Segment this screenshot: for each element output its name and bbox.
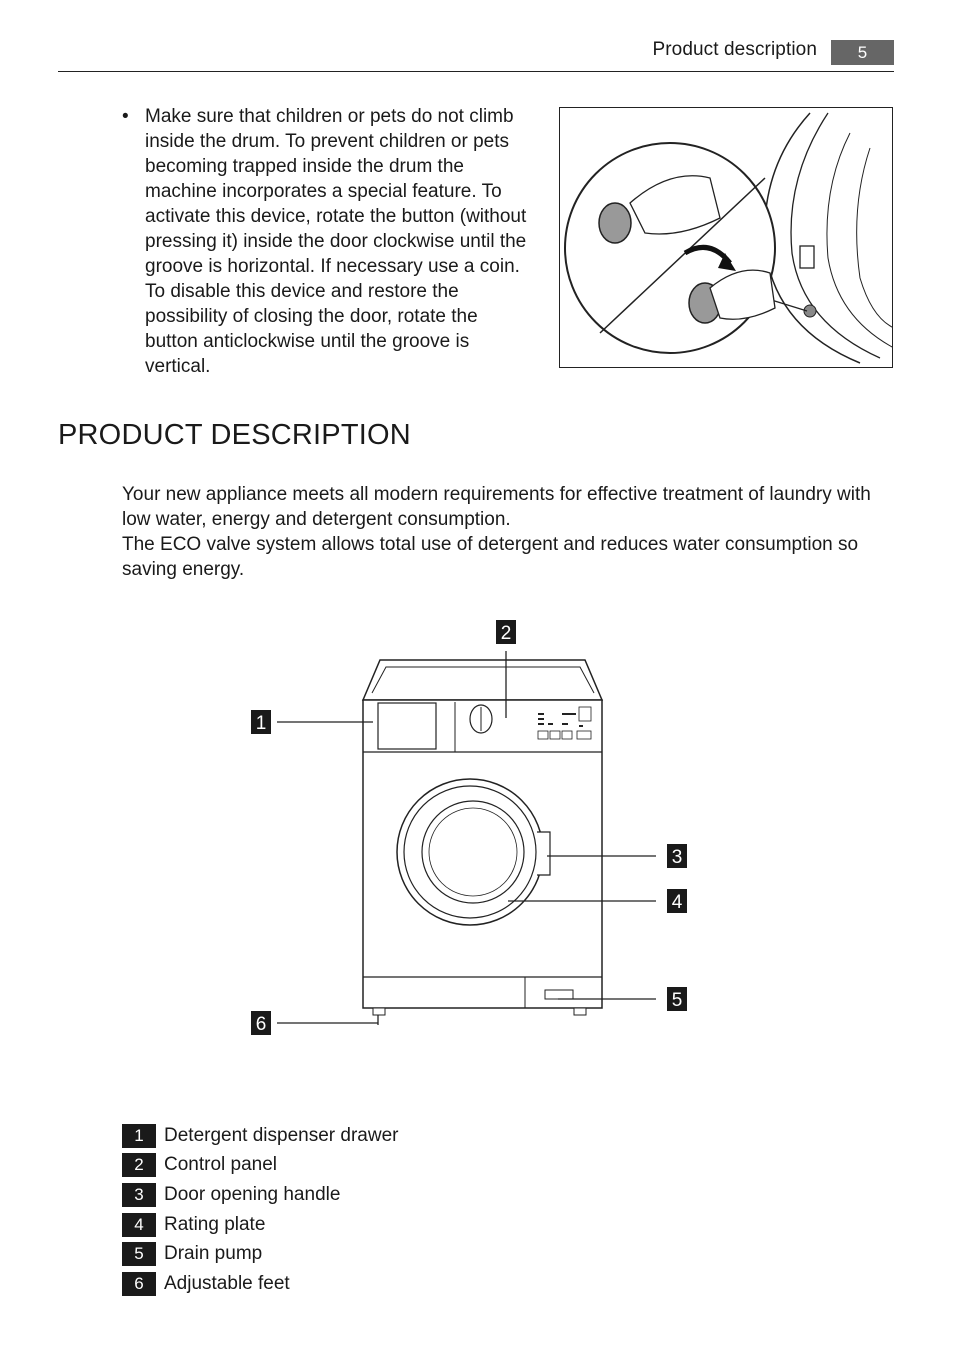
legend-item [122,1210,398,1240]
callout-3 [667,844,687,868]
legend-label: Control panel [164,1154,278,1176]
running-header: Product description [652,39,817,60]
legend-number: 1 [122,1124,156,1148]
callout-2 [496,620,516,644]
intro-paragraph: The ECO valve system allows total use of detergent and reduces water consumption so saving energy. [122,534,859,580]
callout-3-label: 3 [671,847,683,868]
legend-label: Drain pump [164,1243,263,1265]
callout-4 [667,889,687,913]
legend-item [122,1239,398,1269]
safety-text: Make sure that children or pets do not climb inside the drum. To prevent children or pets becoming trapped inside the drum the machine incorporates a special feature. To activate this device, rotate the button (without pressing it) inside the door clockwise until the groove is horizontal. If necessary use a coin. To disable this device and restore the possibility of closing the door, rotate the button anticlockwise until the groove is vertical. [145,106,527,377]
bullet-dot: • [122,106,129,127]
legend-label: Detergent dispenser drawer [164,1124,399,1146]
legend-label: Adjustable feet [164,1272,290,1294]
callout-2-label: 2 [500,623,512,644]
legend-number: 6 [122,1272,156,1296]
callout-6-label: 6 [255,1014,267,1035]
legend-label: Door opening handle [164,1183,341,1205]
legend-number: 3 [122,1183,156,1207]
callout-1 [251,710,271,734]
intro-paragraph: Your new appliance meets all modern requirements for effective treatment of laundry with low water, energy and detergent consumption. [122,484,871,530]
callout-5-label: 5 [671,990,683,1011]
parts-legend [122,1121,398,1299]
safety-bullet [122,104,532,379]
legend-number: 5 [122,1242,156,1266]
page-number-badge: 5 [831,40,894,65]
callout-5 [667,987,687,1011]
legend-label: Rating plate [164,1213,266,1235]
legend-item [122,1121,398,1151]
header-rule [58,71,894,72]
legend-number: 2 [122,1153,156,1177]
intro-text [122,482,894,582]
legend-item [122,1151,398,1181]
callout-4-label: 4 [671,892,683,913]
callout-6 [251,1011,271,1035]
legend-item [122,1180,398,1210]
section-title: PRODUCT DESCRIPTION [58,419,411,451]
child-lock-illustration [559,107,893,368]
legend-number: 4 [122,1213,156,1237]
callout-1-label: 1 [255,713,267,734]
legend-item [122,1269,398,1299]
child-lock-drawing [560,108,893,368]
washing-machine-diagram [240,615,700,1045]
washing-machine-drawing [240,615,700,1045]
